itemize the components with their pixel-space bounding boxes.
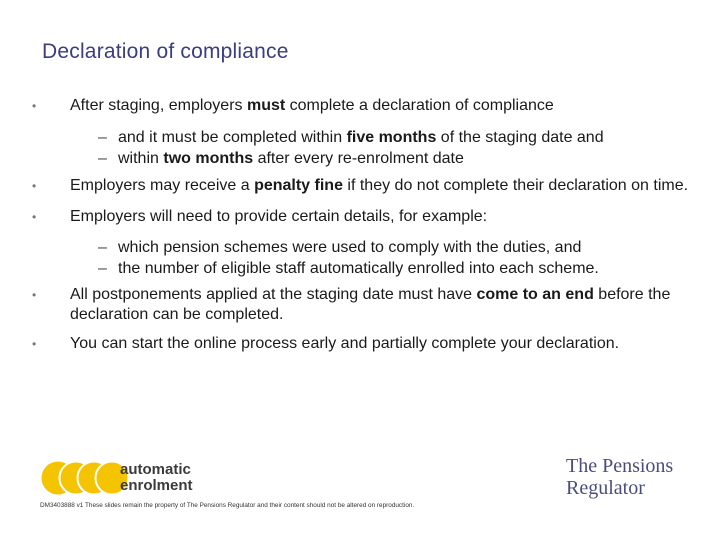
text-run: Employers may receive a (70, 177, 255, 194)
bullet-text (70, 96, 706, 116)
sub-item (98, 258, 706, 279)
bullet-marker: • (32, 179, 37, 193)
text-run: before the declaration can be completed. (70, 286, 671, 323)
text-run: within (118, 150, 164, 167)
bold-run: penalty fine (254, 177, 343, 194)
logo-line: Regulator (566, 477, 645, 499)
logo-line: automatic (120, 461, 191, 478)
bullet-text (70, 176, 706, 196)
bold-run: come to an end (476, 286, 594, 303)
bold-run: two months (163, 150, 254, 167)
slide-title: Declaration of compliance (42, 40, 289, 63)
automatic-enrolment-logo (40, 460, 193, 496)
text-run: if they do not complete their declaration on time. (342, 177, 689, 194)
text-run: and it must be completed within (118, 129, 347, 146)
sub-list (98, 237, 706, 279)
bullet-item (30, 96, 706, 169)
sub-item (98, 237, 706, 258)
bullet-item (30, 285, 706, 325)
dash-marker: – (98, 239, 107, 256)
dash-marker: – (98, 129, 107, 146)
text-run: which pension schemes were used to comply with the duties, and (118, 239, 582, 256)
text-run: the number of eligible staff automatically enrolled into each scheme. (118, 260, 599, 277)
bullet-item (30, 176, 706, 196)
bullet-marker: • (32, 288, 37, 302)
logo-line: enrolment (120, 477, 193, 494)
bold-run: must (246, 97, 286, 114)
logo-line: The Pensions (566, 455, 674, 477)
bullet-marker: • (32, 337, 37, 351)
text-run: after every re-enrolment date (253, 150, 464, 167)
sub-list (98, 127, 706, 169)
bold-run: five months (346, 129, 437, 146)
bullet-text: You can start the online process early and partially complete your declaration. (70, 335, 620, 352)
copyright-footnote: DM3403888 v1 These slides remain the property of The Pensions Regulator and their content should not be altered on reproduction. (40, 502, 415, 509)
dash-marker: – (98, 150, 107, 167)
bullet-list (30, 96, 706, 354)
dash-marker: – (98, 260, 107, 277)
text-run: complete a declaration of compliance (285, 97, 554, 114)
text-run: of the staging date and (436, 129, 604, 146)
bullet-text: Employers will need to provide certain details, for example: (70, 208, 488, 225)
sub-item (98, 148, 706, 169)
bullet-marker: • (32, 99, 37, 113)
text-run: After staging, employers (70, 97, 247, 114)
bullet-item (30, 207, 706, 279)
bullet-item (30, 334, 706, 354)
bullet-marker: • (32, 210, 37, 224)
yellow-circles-icon (40, 460, 132, 496)
bullet-text (70, 285, 706, 325)
text-run: All postponements applied at the staging date must have (70, 286, 477, 303)
pensions-regulator-logo (566, 455, 673, 499)
sub-item (98, 127, 706, 148)
